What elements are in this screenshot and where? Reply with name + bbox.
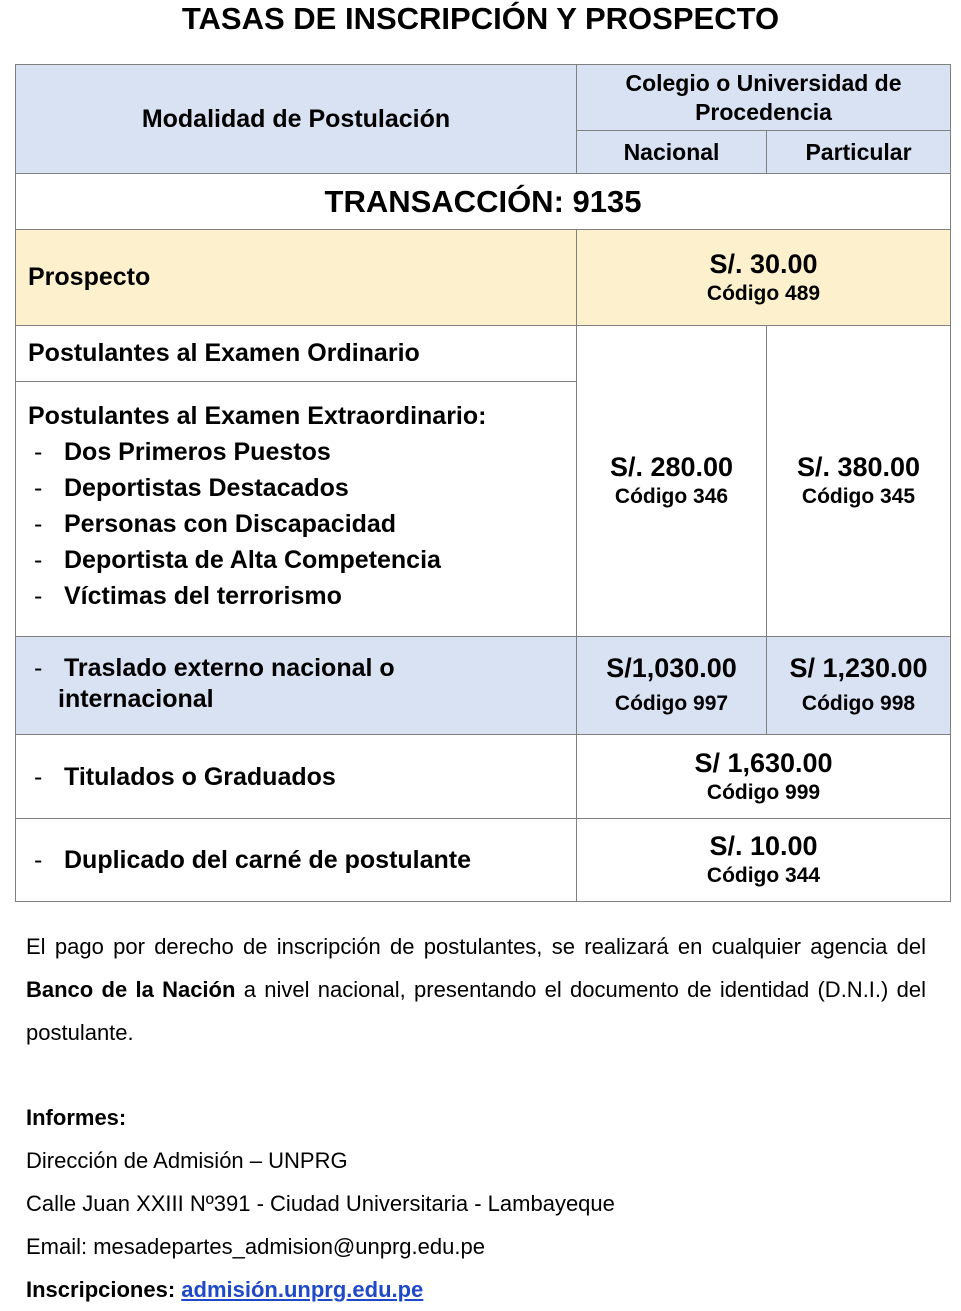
header-private-label: Particular [805,138,912,165]
duplicate-code: Código 344 [706,864,821,887]
exam-national-cell [576,325,767,637]
ordinary-label: Postulantes al Examen Ordinario [28,339,420,367]
payment-paragraph [26,925,926,1054]
exam-national-code: Código 346 [614,485,729,508]
transfer-label-line2: internacional [58,685,214,713]
page-title: TASAS DE INSCRIPCIÓN Y PROSPECTO [181,1,780,36]
info-address: Calle Juan XXIII Nº391 - Ciudad Universitaria - Lambayeque [26,1191,615,1216]
transfer-national-cell [576,636,767,735]
duplicate-label [28,842,471,878]
graduates-label-cell [15,734,577,819]
duplicate-label-text: Duplicado del carné de postulante [64,846,472,874]
header-national-label: Nacional [623,138,720,165]
exam-private-code: Código 345 [801,485,916,508]
header-national [576,130,767,174]
info-email: Email: mesadepartes_admision@unprg.edu.pe [26,1234,485,1259]
bullet-dash: - [34,438,43,466]
list-item-label: Dos Primeros Puestos [64,438,331,466]
bullet-dash: - [34,846,43,874]
list-item-label: Víctimas del terrorismo [64,582,342,610]
list-item-label: Deportistas Destacados [64,474,349,502]
registrations-link[interactable]: admisión.unprg.edu.pe [181,1277,424,1302]
duplicate-label-cell [15,818,577,902]
transaction-row [15,173,951,230]
graduates-label-text: Titulados o Graduados [64,762,336,791]
bullet-dash: - [34,762,43,791]
prospect-price: S/. 30.00 [709,248,818,279]
bullet-dash: - [34,510,43,538]
graduates-code: Código 999 [706,780,821,804]
bullet-dash: - [34,582,43,610]
payment-text-before: El pago por derecho de inscripción de postulantes, se realizará en cualquier agencia del [26,934,926,959]
extraordinary-label-cell [15,381,577,637]
exam-private-cell [766,325,951,637]
header-modality-label: Modalidad de Postulación [141,104,451,133]
transfer-private-price: S/ 1,230.00 [789,652,928,683]
info-office: Dirección de Admisión – UNPRG [26,1148,348,1173]
bullet-dash: - [34,546,43,574]
prospect-label: Prospecto [28,263,151,291]
payment-text-after: a nivel nacional, presentando el documento de identidad (D.N.I.) del postulante. [26,977,926,1045]
exam-private-price: S/. 380.00 [796,452,921,482]
prospect-code: Código 489 [706,281,821,305]
transfer-private-code: Código 998 [801,691,916,715]
transfer-label-cell [15,636,577,735]
list-item-label: Deportista de Alta Competencia [64,546,441,574]
header-private [766,130,951,174]
transfer-national-code: Código 997 [614,691,729,715]
prospect-label-cell [15,229,577,326]
graduates-price: S/ 1,630.00 [694,747,833,778]
list-item [28,542,576,578]
registrations-line [26,1276,423,1304]
info-heading: Informes: [26,1105,127,1130]
bank-name: Banco de la Nación [26,977,236,1002]
ordinary-label-cell [15,325,577,382]
duplicate-price: S/. 10.00 [709,831,818,861]
header-modality [15,64,577,174]
transfer-private-cell [766,636,951,735]
exam-national-price: S/. 280.00 [609,452,734,482]
list-item [28,578,576,614]
registrations-label: Inscripciones: [26,1277,176,1302]
list-item [28,470,576,506]
transfer-label [28,653,576,684]
transfer-label-line1: Traslado externo nacional o [64,654,395,682]
list-item [28,506,576,542]
transfer-national-price: S/1,030.00 [606,652,737,683]
graduates-label [28,759,336,795]
header-origin-label: Colegio o Universidad de Procedencia [625,69,902,125]
list-item-label: Personas con Discapacidad [64,510,397,538]
list-item [28,434,576,470]
duplicate-price-cell [576,818,951,902]
bullet-dash: - [34,654,43,682]
bullet-dash: - [34,474,43,502]
extraordinary-label: Postulantes al Examen Extraordinario: [28,402,487,430]
header-origin [576,64,951,131]
graduates-price-cell [576,734,951,819]
transaction-code: TRANSACCIÓN: 9135 [324,183,642,219]
prospect-price-cell [576,229,951,326]
